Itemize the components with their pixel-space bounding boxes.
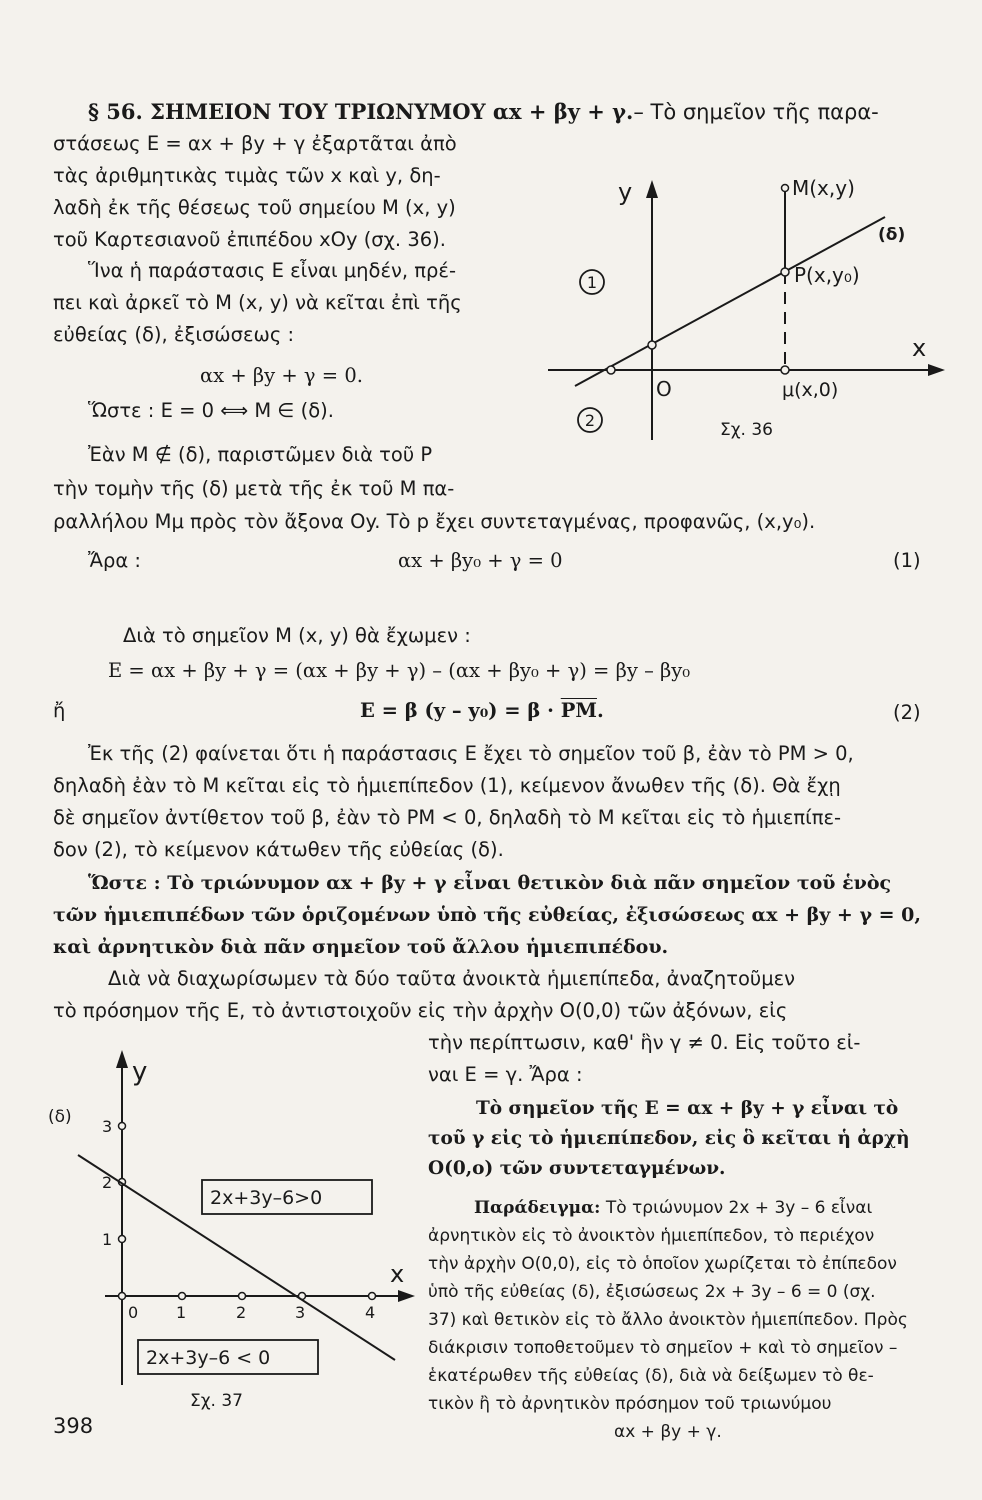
mu-label: μ(x,0) — [782, 379, 839, 401]
example-line: τικὸν ἢ τὸ ἀρνητικὸν πρόσημον τοῦ τριωνύμου — [428, 1394, 832, 1414]
positive-region-label: 2x+3y–6>0 — [210, 1187, 323, 1209]
expansion-equation: E = αx + βy + γ = (αx + βy + γ) – (αx + βy₀ + γ) = βy – βy₀ — [108, 659, 691, 682]
line-delta — [575, 217, 885, 386]
example-first-line — [474, 1196, 872, 1220]
point-mu — [781, 366, 789, 374]
x-tick-label: 4 — [365, 1303, 376, 1322]
y-tick-label: 3 — [102, 1117, 113, 1136]
line-delta — [78, 1155, 395, 1360]
y-label: y — [132, 1057, 148, 1087]
text-line: Ἐκ τῆς (2) φαίνεται ὅτι ἡ παράστασις E ἔχει τὸ σημεῖον τοῦ β, ἐὰν τὸ PM > 0, — [88, 742, 854, 765]
text-line: πει καὶ ἀρκεῖ τὸ M (x, y) νὰ κεῖται ἐπὶ τῆς — [53, 291, 462, 314]
x-tick-4 — [369, 1293, 376, 1300]
figure-36 — [540, 150, 960, 450]
text-line: δον (2), τὸ κείμενον κάτωθεν τῆς εὐθείας (δ). — [53, 838, 504, 861]
example-text: Τὸ τριώνυμον 2x + 3y – 6 εἶναι — [605, 1198, 873, 1218]
y-tick-label: 2 — [102, 1173, 113, 1192]
section-title-rest: – Τὸ σημεῖον τῆς παρα- — [633, 100, 879, 124]
text-line: τὴν τομὴν τῆς (δ) μετὰ τῆς ἐκ τοῦ M πα- — [53, 477, 455, 500]
x-tick-label: 2 — [236, 1303, 247, 1322]
hoste-line: Ὥστε : E = 0 ⟺ M ∈ (δ). — [88, 399, 334, 422]
eta-word: ἤ — [53, 699, 66, 722]
section-heading — [88, 99, 879, 125]
y-axis-arrow-icon — [646, 180, 658, 198]
equation-2-main: E = β (y – y₀) = β · — [360, 699, 561, 722]
text-line: Ἵνα ἡ παράστασις E εἶναι μηδέν, πρέ- — [88, 259, 456, 282]
example-line: ἑκατέρωθεν τῆς εὐθείας (δ), διὰ νὰ δείξωμεν τὸ θε- — [428, 1366, 874, 1386]
example-line: ἀρνητικὸν εἰς τὸ ἀνοικτὸν ἡμιεπίπεδον, τὸ περιέχον — [428, 1226, 875, 1246]
text-line: εὐθείας (δ), ἐξισώσεως : — [53, 323, 295, 346]
text-line: λαδὴ ἐκ τῆς θέσεως τοῦ σημείου M (x, y) — [53, 196, 456, 219]
bold-statement: τοῦ γ εἰς τὸ ἡμιεπίπεδον, εἰς ὃ κεῖται ἡ ἀρχὴ — [428, 1128, 910, 1149]
x-tick-2 — [239, 1293, 246, 1300]
region-1-label: 1 — [586, 273, 598, 292]
x-axis-arrow-icon — [398, 1290, 415, 1302]
example-line: τὴν ἀρχὴν O(0,0), εἰς τὸ ὁποῖον χωρίζεται τὸ ἐπίπεδον — [428, 1254, 897, 1274]
bold-statement: Τὸ σημεῖον τῆς E = αx + βy + γ εἶναι τὸ — [476, 1098, 899, 1119]
figure-37-caption: Σχ. 37 — [190, 1391, 244, 1411]
conclusion-line: Ὥστε : Τὸ τριώνυμον αx + βy + γ εἶναι θετικὸν διὰ πᾶν σημεῖον τοῦ ἑνὸς — [88, 872, 892, 894]
ara-label: Ἄρα : — [88, 549, 141, 572]
y-tick-1 — [119, 1236, 126, 1243]
x-label: x — [912, 334, 927, 362]
negative-region-label: 2x+3y–6 < 0 — [146, 1347, 271, 1369]
page-number: 398 — [53, 1414, 94, 1438]
delta-label: (δ) — [878, 225, 906, 245]
p-label: P(x,y₀) — [794, 263, 860, 287]
text-line: τὴν περίπτωσιν, καθ' ἣν γ ≠ 0. Εἰς τοῦτο εἰ- — [428, 1031, 861, 1054]
equation-1: αx + βy₀ + γ = 0 — [398, 549, 563, 572]
conclusion-line: καὶ ἀρνητικὸν διὰ πᾶν σημεῖον τοῦ ἄλλου ἡμιεπιπέδου. — [53, 936, 669, 958]
equation-2 — [360, 698, 604, 724]
text-line: Διὰ τὸ σημεῖον M (x, y) θὰ ἔχωμεν : — [123, 624, 471, 647]
y-axis-arrow-icon — [116, 1050, 128, 1068]
example-line: διάκρισιν τοποθετοῦμεν τὸ σημεῖον + καὶ τὸ σημεῖον – — [428, 1338, 898, 1358]
section-title: § 56. ΣΗΜΕΙΟΝ ΤΟΥ ΤΡΙΩΝΥΜΟΥ αx + βy + γ. — [88, 99, 634, 124]
y-tick-3 — [119, 1123, 126, 1130]
figure-37 — [40, 1040, 420, 1425]
figure-36-caption: Σχ. 36 — [720, 420, 774, 440]
x-tick-0 — [119, 1293, 126, 1300]
conclusion-line: τῶν ἡμιεπιπέδων τῶν ὁριζομένων ὑπὸ τῆς εὐθείας, ἐξισώσεως αx + βy + γ = 0, — [53, 904, 921, 926]
x-tick-label: 3 — [295, 1303, 306, 1322]
text-line: τοῦ Καρτεσιανοῦ ἐπιπέδου xOy (σχ. 36). — [53, 228, 446, 251]
point-x-intercept — [607, 366, 615, 374]
equation-2-pm: $\overline{PM}$ — [560, 699, 597, 722]
text-line: Ἐὰν M ∉ (δ), παριστῶμεν διὰ τοῦ P — [88, 443, 433, 466]
region-2-label: 2 — [584, 411, 596, 430]
point-y-intercept — [648, 341, 656, 349]
equation-zero: αx + βy + γ = 0. — [200, 364, 363, 387]
text-line: δὲ σημεῖον ἀντίθετον τοῦ β, ἐὰν τὸ PM < 0, δηλαδὴ τὸ M κεῖται εἰς τὸ ἡμιεπίπε- — [53, 806, 842, 829]
equation-2-number: (2) — [893, 701, 921, 724]
x-label: x — [390, 1260, 405, 1288]
m-label: M(x,y) — [792, 176, 855, 200]
equation-2-dot: . — [596, 699, 604, 722]
example-last-line: αx + βy + γ. — [614, 1422, 722, 1442]
delta-label: (δ) — [48, 1107, 72, 1127]
text-line: Διὰ νὰ διαχωρίσωμεν τὰ δύο ταῦτα ἀνοικτὰ ἡμιεπίπεδα, ἀναζητοῦμεν — [108, 967, 796, 990]
y-tick-label: 1 — [102, 1230, 113, 1249]
x-tick-label: 0 — [128, 1303, 139, 1322]
x-axis-arrow-icon — [928, 364, 945, 376]
text-line: στάσεως E = αx + βy + γ ἐξαρτᾶται ἀπὸ — [53, 132, 457, 155]
example-line: ὑπὸ τῆς εὐθείας (δ), ἐξισώσεως 2x + 3y – 6 = 0 (σχ. — [428, 1282, 876, 1302]
bold-statement: O(0,o) τῶν συντεταγμένων. — [428, 1158, 726, 1179]
x-tick-1 — [179, 1293, 186, 1300]
point-p — [781, 268, 789, 276]
example-label: Παράδειγμα: — [474, 1198, 601, 1218]
text-line: τὰς ἀριθμητικὰς τιμὰς τῶν x καὶ y, δη- — [53, 164, 441, 187]
text-line: δηλαδὴ ἐὰν τὸ M κεῖται εἰς τὸ ἡμιεπίπεδον (1), κείμενον ἄνωθεν τῆς (δ). Θὰ ἔχῃ — [53, 774, 841, 797]
text-line: ραλλήλου Mμ πρὸς τὸν ἄξονα Oy. Τὸ p ἔχει συντεταγμένας, προφανῶς, (x,y₀). — [53, 510, 816, 533]
point-m — [782, 185, 789, 192]
text-line: ναι E = γ. Ἄρα : — [428, 1063, 583, 1086]
y-label: y — [618, 178, 633, 206]
equation-1-number: (1) — [893, 549, 921, 572]
example-line: 37) καὶ θετικὸν εἰς τὸ ἄλλο ἀνοικτὸν ἡμιεπίπεδον. Πρὸς — [428, 1310, 908, 1330]
text-line: τὸ πρόσημον τῆς E, τὸ ἀντιστοιχοῦν εἰς τὴν ἀρχὴν O(0,0) τῶν ἀξόνων, εἰς — [53, 999, 788, 1022]
x-tick-label: 1 — [176, 1303, 187, 1322]
origin-label: O — [656, 377, 672, 401]
